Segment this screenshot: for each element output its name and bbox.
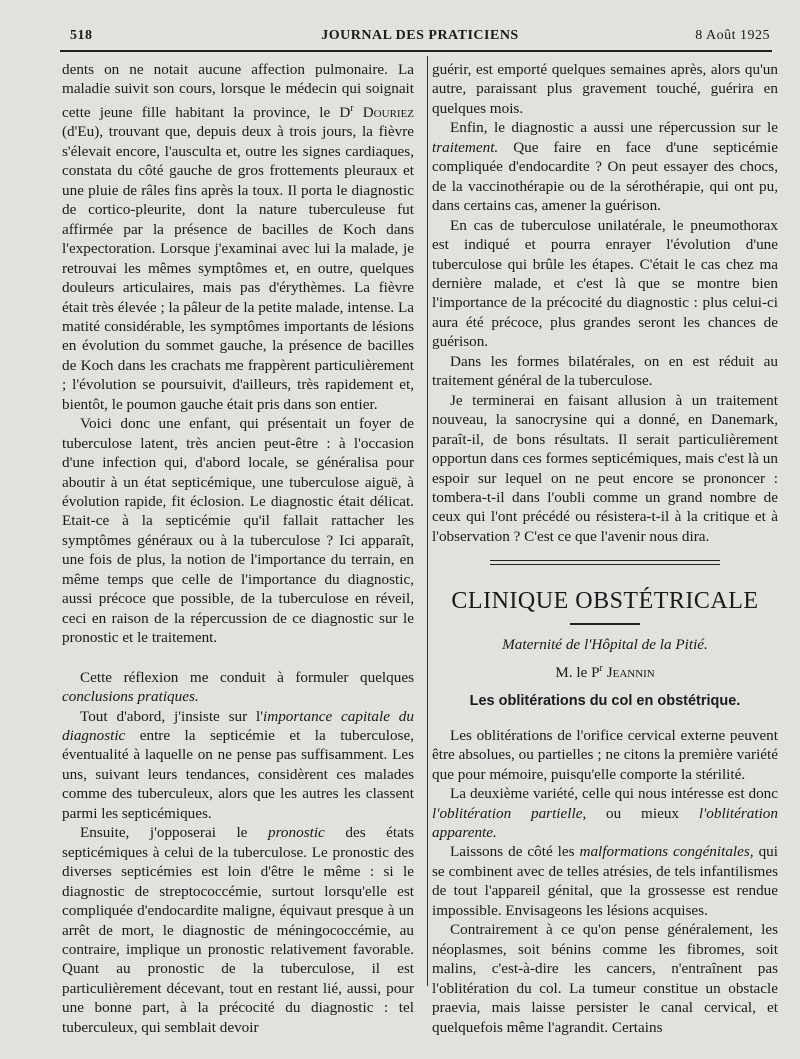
section-separator — [490, 560, 720, 561]
institution: Maternité de l'Hôpital de la Pitié. — [502, 636, 708, 654]
paragraph: La deuxième variété, celle qui nous intéresse est donc l'oblitération partielle, ou mieux l'oblitération apparente. — [432, 785, 778, 842]
article-title: Les oblitérations du col en obstétrique. — [469, 693, 741, 710]
paragraph: dents on ne notait aucune affection pulmonaire. La maladie suivit son cours, lorsque le médecin qui soignait cette jeune fille habitant la province, le $D^r$ Douriez (d'Eu), trouvant que, depuis deux à trois jours, la fièvre s'élevait encore, l'ausculta et, outre les signes cardiaques, constata du côté gauche de gros frottements pleuraux et une pluie de râles fins après la toux. Il porta le diagnostic de cortico-pleurite, dont la nature tuberculeuse fut affirmée par la présence de bacilles de Koch dans l'expectoration. Lorsque j'examinai avec lui la malade, je retrouvai les mêmes symptômes et, en outre, quelques douleurs articulaires, mais pas d'érythèmes. La fièvre était très élevée ; la pâleur de la petite malade, intense. La matité considérable, les symptômes importants de lésions en évolution du sommet gauche, la présence de bacilles de Koch dans les crachats me frappèrent particulièrement ; l'évolution se poursuivit, d'ailleurs, très rapidement et, bientôt, le poumon gauche était pris dans son entier. — [62, 61, 415, 413]
issue-date: 8 Août 1925 — [695, 28, 770, 43]
header-rule — [60, 50, 772, 52]
paragraph: Contrairement à ce qu'on pense généralement, les néoplasmes, soit bénins comme les fibromes, soit malins, c'est-à-dire les cancers, n'entraînent pas l'oblitération du col. La tumeur constitue un obstacle praevia, mais laisse persister le canal cervical, et quelquefois même l'agrandit. Certains — [432, 921, 778, 1036]
paragraph: Enfin, le diagnostic a aussi une répercussion sur le traitement. Que faire en face d'une septicémie compliquée d'endocardite ? On peut essayer des chocs, de la vaccinothérapie ou de la sérothérapie, qui ont pu, dans certains cas, amener la guérison. — [432, 119, 778, 215]
section-title: CLINIQUE OBSTÉTRICALE — [451, 588, 759, 615]
title-rule — [570, 623, 640, 625]
page-header — [70, 28, 770, 50]
right-column — [432, 60, 778, 1037]
column-divider — [427, 56, 428, 986]
paragraph: Laissons de côté les malformations congénitales, qui se combinent avec de telles atrésies, de tels infantilismes de tout l'appareil génital, que la grossesse est rendue impossible. Envisageons les lésions acquises. — [432, 843, 778, 919]
paragraph: Voici donc une enfant, qui présentait un foyer de tuberculose latent, très ancien peut-être : à l'occasion d'une infection qui, d'abord locale, se généralisa pour aboutir à un état septicémique, une tuberculose aiguë, à évolution rapide, fit éclosion. Le diagnostic était délicat. Etait-ce à la septicémie qu'il fallait rattacher les symptômes généraux ou à la tuberculose ? Ici apparaît, une fois de plus, la notion de l'importance du terrain, en même temps que celle de l'importance du diagnostic, aussi précoce que possible, de la tuberculose en réveil, ceci en raison de la répercussion de ce diagnostic sur le pronostic et le traitement. — [62, 415, 414, 647]
paragraph: Je terminerai en faisant allusion à un traitement nouveau, la sanocrysine qui a donné, en Danemark, paraît-il, de bons résultats. Il serait particulièrement opportun dans ces formes septicémiques, mais c'est là un espoir sur lequel on ne peut encore se prononcer : tombera-t-il dans l'oubli comme un grand nombre de ceux qui l'ont précédé ou résistera-t-il à la critique et à l'observation ? C'est ce que l'avenir nous dira. — [432, 391, 778, 545]
author: M. le $P^r$ Jeannin — [555, 662, 655, 681]
paragraph: Ensuite, j'opposerai le pronostic des états septicémiques à celui de la tuberculose. Le pronostic des diverses septicémies est loin d'être le même : si le diagnostic de streptococcémie, surtout lorsqu'elle est compliquée d'endocardite maligne, équivaut presque à un arrêt de mort, le diagnostic de méningococcémie, au contraire, implique un pronostic relativement favorable. Quant au pronostic de la tuberculose, il est particulièrement décevant, tout en restant lié, aussi, pour une bonne part, à la précocité du diagnostic : tel tuberculeux, qui semblait devoir — [62, 824, 414, 1036]
person-name: Douriez — [362, 103, 415, 121]
paragraph: Dans les formes bilatérales, on en est réduit au traitement général de la tuberculose. — [432, 352, 778, 390]
journal-title: JOURNAL DES PRATICIENS — [321, 28, 519, 43]
paragraph: Cette réflexion me conduit à formuler quelques conclusions pratiques. — [62, 668, 414, 706]
page-number: 518 — [70, 28, 93, 43]
left-column — [62, 60, 414, 1037]
paragraph: Les oblitérations de l'orifice cervical externe peuvent être absolues, ou partielles ; ne citons la première variété que pour mémoire, puisqu'elle comporte la stérilité. — [432, 726, 778, 783]
paragraph: En cas de tuberculose unilatérale, le pneumothorax est indiqué et pourra enrayer l'évolution d'une tuberculose qui brûle les étapes. C'était le cas chez ma dernière malade, et c'est là que se montre bien l'importance de la précocité du diagnostic : plus celui-ci aura été précoce, plus grandes seront les chances de guérison. — [432, 216, 778, 351]
paragraph: guérir, est emporté quelques semaines après, alors qu'un autre, paraissant plus gravement touché, guérira en quelques mois. — [432, 61, 778, 117]
paragraph: Tout d'abord, j'insiste sur l'importance capitale du diagnostic entre la septicémie et la tuberculose, éventualité à laquelle on ne pense pas suffisamment. Les uns, suivant leurs tendances, considèrent ces malades comme des tuberculeux, alors que les autres les classent parmi les septicémiques. — [62, 707, 414, 822]
section-separator — [490, 564, 720, 565]
